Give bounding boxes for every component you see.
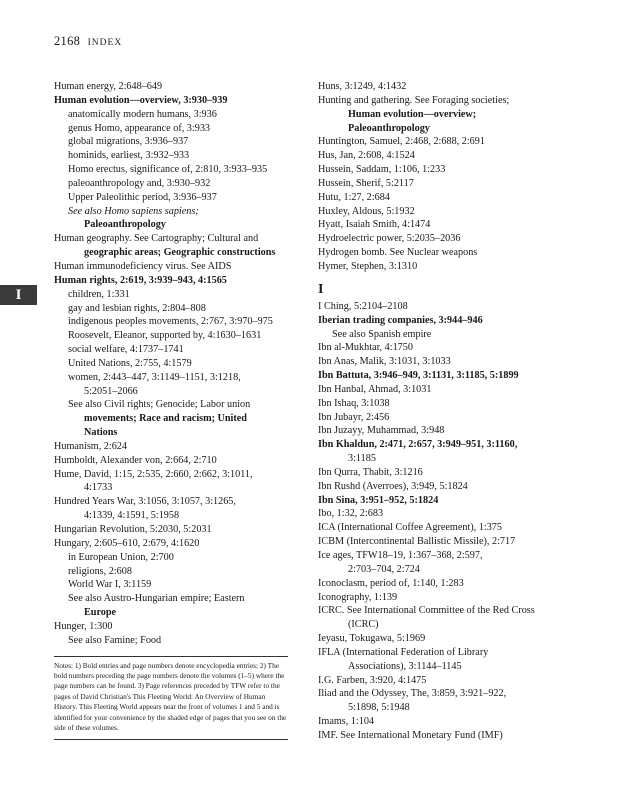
index-entry: Humanism, 2:624 (54, 440, 128, 452)
index-entry: Hus, Jan, 2:608, 4:1524 (318, 150, 415, 162)
index-entry: global migrations, 3:936–937 (68, 136, 189, 148)
index-entry: Ibn Sina, 3:951–952, 5:1824 (318, 494, 439, 506)
index-entry: See also Homo sapiens sapiens; (68, 205, 199, 217)
index-entry: Ieyasu, Tokugawa, 5:1969 (318, 633, 426, 645)
index-entry: Hydroelectric power, 5:2035–2036 (318, 233, 461, 245)
index-entry: Iberian trading companies, 3:944–946 (318, 314, 483, 326)
index-entry: Hunger, 1:300 (54, 620, 113, 632)
index-entry: Ibn Hanbal, Ahmad, 3:1031 (318, 383, 432, 395)
index-entry: Nations (84, 427, 118, 439)
index-entry: 5:2051–2066 (84, 385, 138, 397)
index-entry: ICBM (Intercontinental Ballistic Missile), 2:717 (318, 536, 516, 548)
index-entry: See also Spanish empire (332, 328, 432, 340)
index-entry: Hungarian Revolution, 5:2030, 5:2031 (54, 524, 212, 535)
index-entry: Hume, David, 1:15, 2:535, 2:660, 2:662, 3:1011, (54, 468, 253, 480)
index-entry: Ibn Khaldun, 2:471, 2:657, 3:949–951, 3:1160, (318, 439, 518, 451)
index-entry: Iliad and the Odyssey, The, 3:859, 3:921–922, (318, 688, 507, 700)
index-entry: Hymer, Stephen, 3:1310 (318, 260, 418, 272)
index-entry: 2:703–704, 2:724 (348, 563, 420, 575)
right-entries-top (318, 80, 584, 274)
index-entry: Ibn Anas, Malik, 3:1031, 3:1033 (318, 356, 451, 368)
notes-text: Notes: 1) Bold entries and page numbers denote encyclopedia entries; 2) The bold numbers preceding the page numbers denote the volumes (1–5) where the page numbers can be found. 3) Page references preceded by TFW refer to the pages of David Christian's This Fleeting World: An Overview of Human History. This Fleeting World appears near the front of volumes 1 and 5 and is identified for your convenience by the shaded edge of pages that you see on the side of these volumes. (54, 660, 287, 733)
index-entry: paleoanthropology and, 3:930–932 (68, 177, 211, 189)
index-entry: See also Austro-Hungarian empire; Eastern (68, 593, 245, 605)
index-entry: See also Civil rights; Genocide; Labor union (68, 399, 251, 411)
index-entry: 3:1185 (348, 453, 376, 465)
index-entry: Ibo, 1:32, 2:683 (318, 508, 384, 520)
index-entry: Humboldt, Alexander von, 2:664, 2:710 (54, 454, 217, 466)
index-entry: Human immunodeficiency virus. See AIDS (54, 260, 232, 272)
index-entry: Europe (84, 607, 117, 619)
index-entry: Imams, 1:104 (318, 716, 375, 728)
index-entry: Roosevelt, Eleanor, supported by, 4:1630–1631 (68, 330, 262, 342)
index-entry: 4:1733 (84, 482, 113, 494)
index-entry: Ibn Jubayr, 2:456 (318, 411, 390, 423)
index-entry: (ICRC) (348, 619, 379, 631)
index-entry: Ice ages, TFW18–19, 1:367–368, 2:597, (318, 550, 483, 561)
section-label: INDEX (87, 38, 123, 48)
index-entry: Human energy, 2:648–649 (54, 81, 163, 92)
index-entry: Ibn Battuta, 3:946–949, 3:1131, 3:1185, 5:1899 (318, 370, 519, 382)
index-entry: Human rights, 2:619, 3:939–943, 4:1565 (54, 274, 227, 286)
notes-box (54, 656, 288, 741)
index-entry: Hussein, Saddam, 1:106, 1:233 (318, 164, 446, 176)
left-entries (54, 80, 300, 648)
thumb-tab-letter: I (0, 285, 37, 305)
index-entry: genus Homo, appearance of, 3:933 (68, 122, 211, 134)
index-entry: World War I, 3:1159 (68, 579, 152, 591)
right-entries-bottom (318, 300, 584, 743)
index-column-right (318, 80, 584, 743)
index-entry: religions, 2:608 (68, 565, 132, 577)
index-entry: I.G. Farben, 3:920, 4:1475 (318, 674, 427, 686)
index-entry: Huns, 3:1249, 4:1432 (318, 81, 407, 92)
index-entry: Human geography. See Cartography; Cultural and (54, 233, 259, 245)
index-entry: Ibn al-Mukhtar, 4:1750 (318, 342, 413, 354)
index-entry: anatomically modern humans, 3:936 (68, 108, 217, 120)
index-entry: Hydrogen bomb. See Nuclear weapons (318, 247, 478, 259)
page-number: 2168 (54, 34, 81, 48)
index-entry: Hungary, 2:605–610, 2:679, 4:1620 (54, 537, 200, 549)
index-entry: United Nations, 2:755, 4:1579 (68, 357, 192, 369)
index-entry: in European Union, 2:700 (68, 551, 174, 563)
index-entry: Hyatt, Isaiah Smith, 4:1474 (318, 219, 431, 231)
index-entry: Ibn Rushd (Averroes), 3:949, 5:1824 (318, 480, 468, 492)
index-entry: Ibn Ishaq, 3:1038 (318, 397, 390, 409)
index-entry: IFLA (International Federation of Library (318, 646, 489, 658)
index-entry: geographic areas; Geographic constructions (84, 247, 276, 259)
index-entry: gay and lesbian rights, 2:804–808 (68, 302, 206, 314)
index-entry: Ibn Qurra, Thabit, 3:1216 (318, 466, 423, 478)
index-entry: Hutu, 1:27, 2:684 (318, 191, 390, 203)
index-entry: ICA (International Coffee Agreement), 1:375 (318, 522, 502, 534)
index-entry: Human evolution—overview; (348, 108, 477, 120)
index-entry: Paleoanthropology (84, 219, 166, 231)
index-entry: Upper Paleolithic period, 3:936–937 (68, 191, 217, 203)
index-entry: social welfare, 4:1737–1741 (68, 344, 184, 356)
index-entry: indigenous peoples movements, 2:767, 3:970–975 (68, 316, 273, 328)
index-entry: Hussein, Sherif, 5:2117 (318, 177, 414, 189)
index-entry: Hunting and gathering. See Foraging societies; (318, 94, 510, 106)
index-entry: Huxley, Aldous, 5:1932 (318, 205, 415, 217)
index-entry: IMF. See International Monetary Fund (IMF) (318, 729, 503, 741)
running-header (54, 34, 122, 49)
index-entry: See also Famine; Food (68, 634, 162, 646)
index-entry: I Ching, 5:2104–2108 (318, 300, 408, 312)
index-entry: Paleoanthropology (348, 122, 430, 134)
index-entry: Human evolution—overview, 3:930–939 (54, 94, 228, 106)
index-entry: 5:1898, 5:1948 (348, 702, 410, 714)
index-entry: movements; Race and racism; United (84, 413, 247, 425)
index-entry: Hundred Years War, 3:1056, 3:1057, 3:1265, (54, 496, 236, 508)
index-entry: Homo erectus, significance of, 2:810, 3:933–935 (68, 164, 268, 176)
index-entry: 4:1339, 4:1591, 5:1958 (84, 510, 180, 522)
index-entry: Iconoclasm, period of, 1:140, 1:283 (318, 577, 464, 589)
letter-section-heading: I (318, 281, 324, 297)
index-entry: Associations), 3:1144–1145 (348, 660, 462, 672)
index-entry: hominids, earliest, 3:932–933 (68, 150, 190, 162)
index-column-left (54, 80, 300, 740)
index-entry: Ibn Juzayy, Muhammad, 3:948 (318, 425, 445, 437)
index-entry: Huntington, Samuel, 2:468, 2:688, 2:691 (318, 136, 485, 148)
index-entry: Iconography, 1:139 (318, 591, 398, 603)
index-entry: ICRC. See International Committee of the Red Cross (318, 605, 535, 617)
index-entry: women, 2:443–447, 3:1149–1151, 3:1218, (68, 371, 241, 383)
index-entry: children, 1:331 (68, 288, 130, 300)
